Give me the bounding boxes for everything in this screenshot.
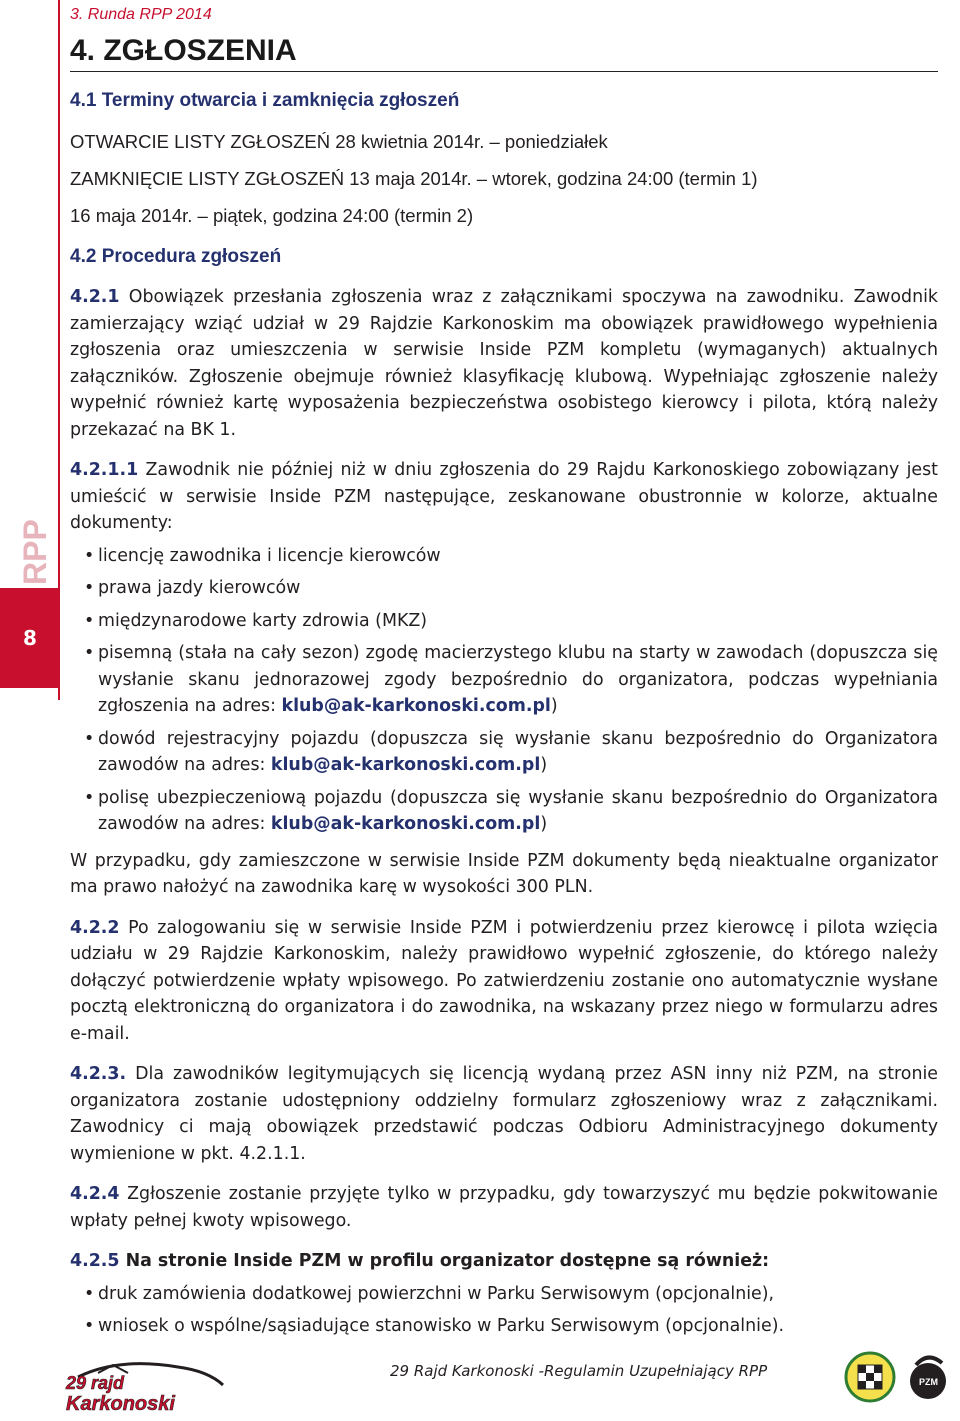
pzm-badge-icon: [910, 1357, 946, 1399]
paragraph-number: 4.2.2: [70, 917, 120, 938]
paragraph-4-2-4: [70, 1181, 938, 1234]
paragraph-text: Zawodnik nie później niż w dniu zgłoszenia do 29 Rajdu Karkonoskiego zobowiązany jest umieścić w serwisie Inside PZM następujące, zeskanowane obustronnie w kolorze, aktualne dokumenty:: [70, 460, 938, 533]
footer-title: 29 Rajd Karkonoski -Regulamin Uzupełniający RPP: [390, 1362, 768, 1380]
list-item: [84, 1281, 938, 1308]
paragraph-4-2-5: [70, 1248, 938, 1275]
paragraph-text: Obowiązek przesłania zgłoszenia wraz z załącznikami spoczywa na zawodniku. Zawodnik zamierzający wziąć udział w 29 Rajdzie Karkonoskim ma obowiązek prawidłowego wypełnienia zgłoszenia oraz umieszczenia w serwisie Inside PZM kompletu (wymaganych) aktualnych załączników. Zgłoszenie obejmuje również klasyfikację klubową. Wypełniając zgłoszenie należy wypełnić również kartę wyposażenia bezpieczeństwa osobistego kierowcy i pilota, którą należy przekazać na BK 1.: [70, 287, 938, 440]
sidebar-rpp-text: RPP: [17, 519, 53, 585]
closing-line-2: 16 maja 2014r. – piątek, godzina 24:00 (termin 2): [70, 204, 474, 226]
email-link[interactable]: klub@ak-karkonoski.com.pl: [270, 814, 541, 834]
list-item-text: pisemną (stała na cały sezon) zgodę macierzystego klubu na starty w zawodach (dopuszcza się wysłanie skanu jednorazowej zgody bezpośrednio do organizatora, podczas wypełniania zgłoszenia na adres:: [98, 643, 938, 716]
list-item-text: wniosek o wspólne/sąsiadujące stanowisko w Parku Serwisowym (opcjonalnie).: [98, 1316, 785, 1336]
list-item: [84, 640, 938, 720]
paragraph-number: 4.2.4: [70, 1184, 120, 1204]
list-item-text: prawa jazdy kierowców: [98, 578, 301, 598]
penalty-paragraph: W przypadku, gdy zamieszczone w serwisie Inside PZM dokumenty będą nieaktualne organizator ma prawo nałożyć na zawodnika karę w wysokości 300 PLN.: [70, 850, 938, 897]
paragraph-number: 4.2.3.: [70, 1064, 127, 1084]
closing-paren: ): [540, 755, 548, 775]
page-number-tab: [0, 588, 60, 688]
paragraph-number: 4.2.1.1: [70, 460, 139, 480]
chapter-title: 4. ZGŁOSZENIA: [70, 34, 297, 67]
organizer-documents-list: [70, 1281, 938, 1340]
list-item: [84, 1313, 938, 1340]
logo-text-line2: Karkonoski: [66, 1393, 175, 1415]
list-item-text: dowód rejestracyjny pojazdu (dopuszcza się wysłanie skanu bezpośrednio do Organizatora zawodów na adres:: [98, 728, 938, 775]
pzm-badge-text: PZM: [919, 1377, 938, 1387]
paragraph-text: Dla zawodników legitymujących się licencją wydaną przez ASN inny niż PZM, na stronie organizatora zostanie udostępniony oddzielny formularz zgłoszeniowy wraz z załącznikami. Zawodnicy ci mają obowiązek przedstawić podczas Odbioru Administracyjnego dokumenty wymienione w pkt. 4.2.1.1.: [70, 1064, 938, 1164]
list-item-text: druk zamówienia dodatkowej powierzchni w Parku Serwisowym (opcjonalnie),: [98, 1283, 775, 1304]
logo-text-line1: 29 rajd: [66, 1373, 125, 1393]
sidebar-rpp-label: [6, 500, 56, 600]
closing-paren: ): [550, 696, 558, 716]
paragraph-text: Po zalogowaniu się w serwisie Inside PZM i potwierdzeniu przez kierowcę i pilota wzięcia udziału w 29 Rajdzie Karkonoskim, należy prawidłowo wypełnić zgłoszenie, do którego należy dołączyć potwierdzenie wpłaty wpisowego. Po zatwierdzeniu zostanie ono automatycznie wysłane pocztą elektroniczną do organizatora i do zawodnika, na wskazany przez niego w formularzu adres e-mail.: [70, 917, 938, 1044]
paragraph-number: 4.2.1: [70, 287, 120, 307]
required-documents-list: [70, 543, 938, 838]
paragraph-number: 4.2.5: [70, 1251, 120, 1271]
list-item-text: polisę ubezpieczeniową pojazdu (dopuszcza się wysłanie skanu bezpośrednio do Organizatora zawodów na adres:: [98, 787, 938, 834]
closing-line: ZAMKNIĘCIE LISTY ZGŁOSZEŃ 13 maja 2014r. – wtorek, godzina 24:00 (termin 1): [70, 167, 758, 189]
list-item: [84, 543, 938, 570]
footer-badges: [840, 1345, 950, 1405]
email-link[interactable]: klub@ak-karkonoski.com.pl: [281, 696, 551, 716]
paragraph-4-2-1-1: [70, 457, 938, 537]
list-item: [84, 608, 938, 635]
closing-paren: ): [540, 814, 548, 834]
header-divider: [70, 71, 938, 72]
club-emblem-icon: [846, 1353, 894, 1401]
paragraph-text: Na stronie Inside PZM w profilu organizator dostępne są również:: [119, 1251, 770, 1271]
email-link[interactable]: klub@ak-karkonoski.com.pl: [270, 755, 541, 775]
list-item: [84, 726, 938, 779]
page-content: [70, 88, 938, 1350]
list-item: [84, 785, 938, 838]
section-4-1-title: 4.1 Terminy otwarcia i zamknięcia zgłoszeń: [70, 90, 460, 111]
paragraph-text: Zgłoszenie zostanie przyjęte tylko w przypadku, gdy towarzyszyć mu będzie pokwitowanie wpłaty pełnej kwoty wpisowego.: [70, 1184, 938, 1231]
list-item: [84, 575, 938, 602]
paragraph-4-2-2: [70, 915, 938, 1048]
paragraph-4-2-3: [70, 1061, 938, 1167]
page-number: 8: [23, 626, 37, 650]
list-item-text: międzynarodowe karty zdrowia (MKZ): [98, 610, 428, 631]
list-item-text: licencję zawodnika i licencje kierowców: [98, 545, 441, 566]
running-header: 3. Runda RPP 2014: [70, 6, 212, 23]
page-sidebar: [0, 0, 60, 1421]
section-4-2-title: 4.2 Procedura zgłoszeń: [70, 245, 282, 267]
opening-line: OTWARCIE LISTY ZGŁOSZEŃ 28 kwietnia 2014r. – poniedziałek: [70, 130, 608, 152]
paragraph-4-2-1: [70, 284, 938, 443]
rally-logo: [58, 1355, 228, 1415]
